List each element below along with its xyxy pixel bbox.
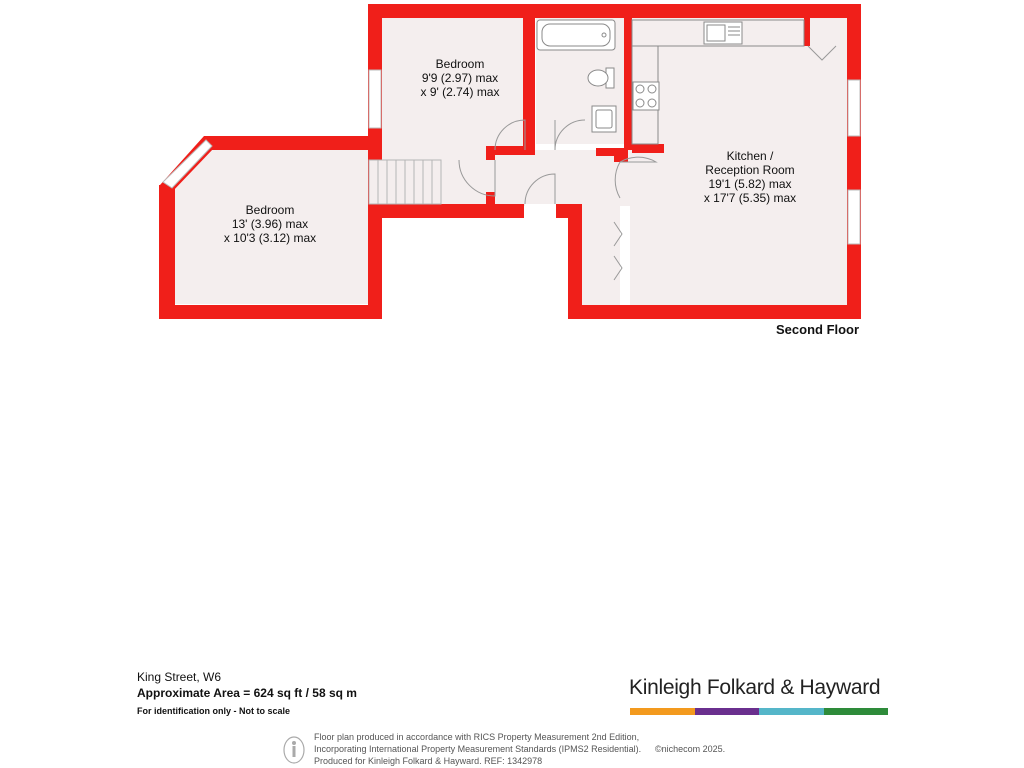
brand-bar-segment [759,708,824,715]
approximate-area: Approximate Area = 624 sq ft / 58 sq m [137,686,357,700]
window-kitchen-upper [848,80,860,136]
room-dimension: x 9' (2.74) max [420,85,500,99]
stairs [369,160,441,204]
footer-disclaimer [314,731,726,767]
room-name: Kitchen / [726,149,774,163]
accessibility-icon [282,735,306,765]
room-dimension: 19'1 (5.82) max [708,177,792,191]
window-kitchen-lower [848,190,860,244]
brand-bar-segment [630,708,695,715]
footer-line: Produced for Kinleigh Folkard & Hayward. REF: 1342978 [314,756,543,766]
room-dimension: x 10'3 (3.12) max [223,231,317,245]
brand-logo: Kinleigh Folkard & Hayward [629,676,881,699]
copyright: ©nichecom 2025. [655,744,726,754]
property-address: King Street, W6 [137,670,222,684]
property-info [137,669,357,719]
room-dimension: 9'9 (2.97) max [421,71,499,85]
cupboard-floor [580,206,620,312]
room-dimension: x 17'7 (5.35) max [703,191,797,205]
room-name: Bedroom [245,203,295,217]
footer-line: Floor plan produced in accordance with RICS Property Measurement 2nd Edition, [314,732,640,742]
footer-line: Incorporating International Property Measurement Standards (IPMS2 Residential). [314,744,642,754]
window-bedroom-upper [369,70,381,128]
room-name: Reception Room [705,163,795,177]
room-name: Bedroom [435,57,485,71]
brand-bar-segment [824,708,889,715]
brand-color-bar [630,708,888,715]
brand-bar-segment [695,708,760,715]
scale-note: For identification only - Not to scale [137,706,291,716]
room-dimension: 13' (3.96) max [231,217,309,231]
floor-label: Second Floor [776,322,860,337]
